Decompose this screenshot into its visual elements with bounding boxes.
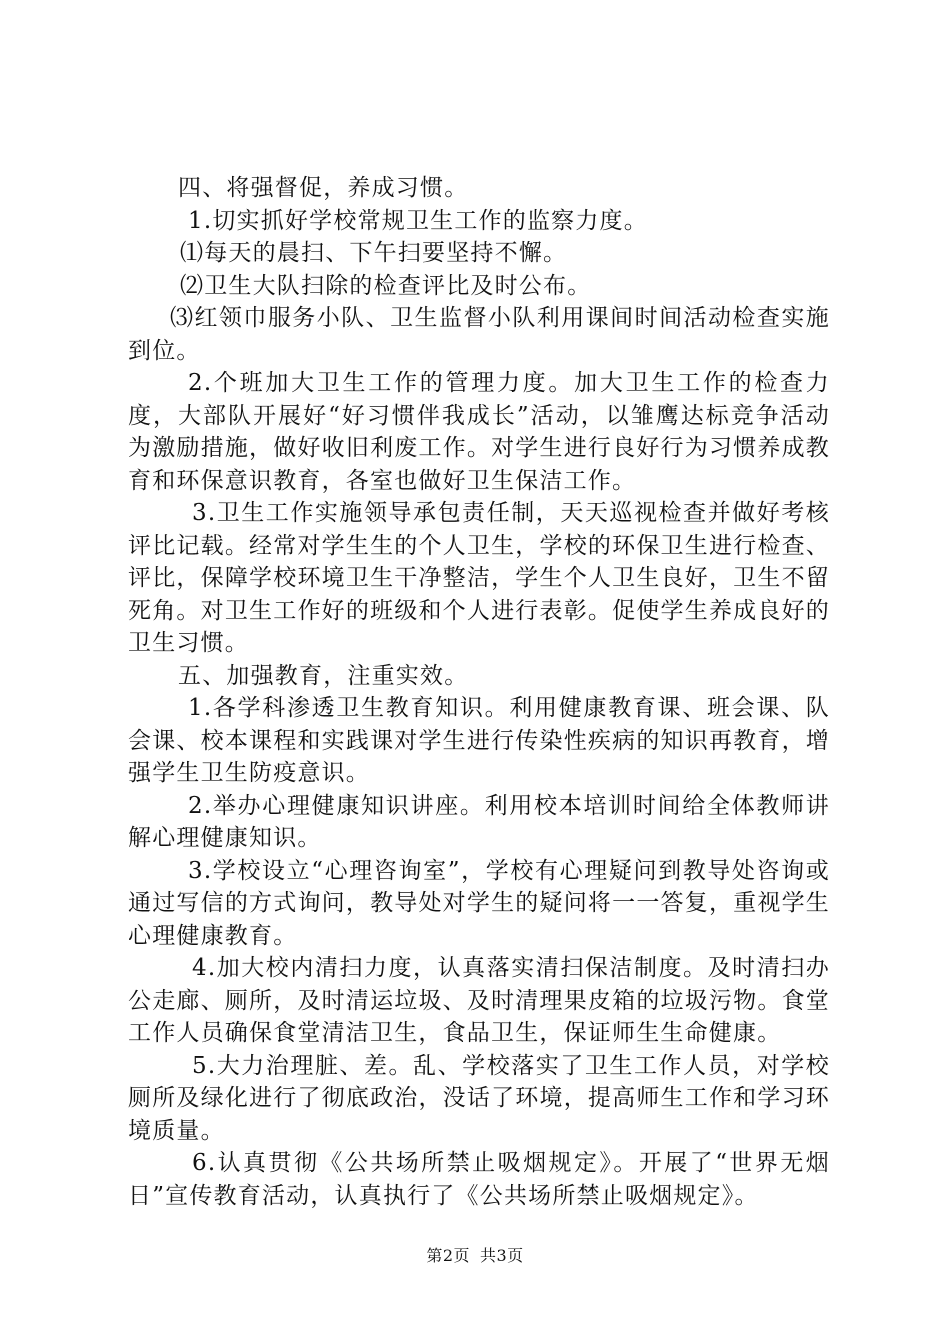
paragraph-4-1-b: ⑵卫生大队扫除的检查评比及时公布。 (180, 272, 592, 299)
paragraph-4-1: 1.切实抓好学校常规卫生工作的监察力度。 (188, 207, 648, 234)
page-number-current: 第2页 (426, 1246, 470, 1265)
paragraph-5-1: 1.各学科渗透卫生教育知识。利用健康教育课、班会课、队会课、校本课程和实践课对学生进行传染性疾病的知识再教育，增强学生卫生防疫意识。 (128, 695, 830, 786)
paragraph-4-1-a: ⑴每天的晨扫、下午扫要坚持不懈。 (180, 240, 568, 266)
paragraph-5-6: 6.认真贯彻《公共场所禁止吸烟规定》。开展了“世界无烟日”宣传教育活动，认真执行了《公共场所禁止吸烟规定》。 (128, 1150, 830, 1209)
section-heading-4: 四、将强督促，养成习惯。 (178, 175, 469, 201)
paragraph-5-2: 2.举办心理健康知识讲座。利用校本培训时间给全体教师讲解心理健康知识。 (128, 792, 830, 851)
section-heading-5: 五、加强教育，注重实效。 (178, 662, 469, 689)
paragraph-4-1-c: ⑶红领巾服务小队、卫生监督小队利用课间时间活动检查实施到位。 (128, 305, 830, 364)
paragraph-5-5: 5.大力治理脏、差。乱、学校落实了卫生工作人员，对学校厕所及绿化进行了彻底政治，没话了环境，提高师生工作和学习环境质量。 (128, 1052, 830, 1144)
paragraph-4-2: 2.个班加大卫生工作的管理力度。加大卫生工作的检查力度，大部队开展好“好习惯伴我成长”活动，以雏鹰达标竞争活动为激励措施，做好收旧利废工作。对学生进行良好行为习惯养成教育和环保意识教育，各室也做好卫生保洁工作。 (128, 370, 830, 494)
document-body (128, 172, 830, 1212)
page-footer (0, 1243, 950, 1266)
paragraph-5-3: 3.学校设立“心理咨询室”，学校有心理疑问到教导处咨询或通过写信的方式询问，教导处对学生的疑问将一一答复，重视学生心理健康教育。 (128, 857, 830, 949)
page-number-total: 共3页 (480, 1246, 524, 1265)
paragraph-4-3: 3.卫生工作实施领导承包责任制，天天巡视检查并做好考核评比记载。经常对学生生的个人卫生，学校的环保卫生进行检查、评比，保障学校环境卫生干净整洁，学生个人卫生良好，卫生不留死角。对卫生工作好的班级和个人进行表彰。促使学生养成良好的卫生习惯。 (128, 500, 830, 656)
paragraph-5-4: 4.加大校内清扫力度，认真落实清扫保洁制度。及时清扫办公走廊、厕所，及时清运垃圾、及时清理果皮箱的垃圾污物。食堂工作人员确保食堂清洁卫生，食品卫生，保证师生生命健康。 (128, 955, 830, 1046)
